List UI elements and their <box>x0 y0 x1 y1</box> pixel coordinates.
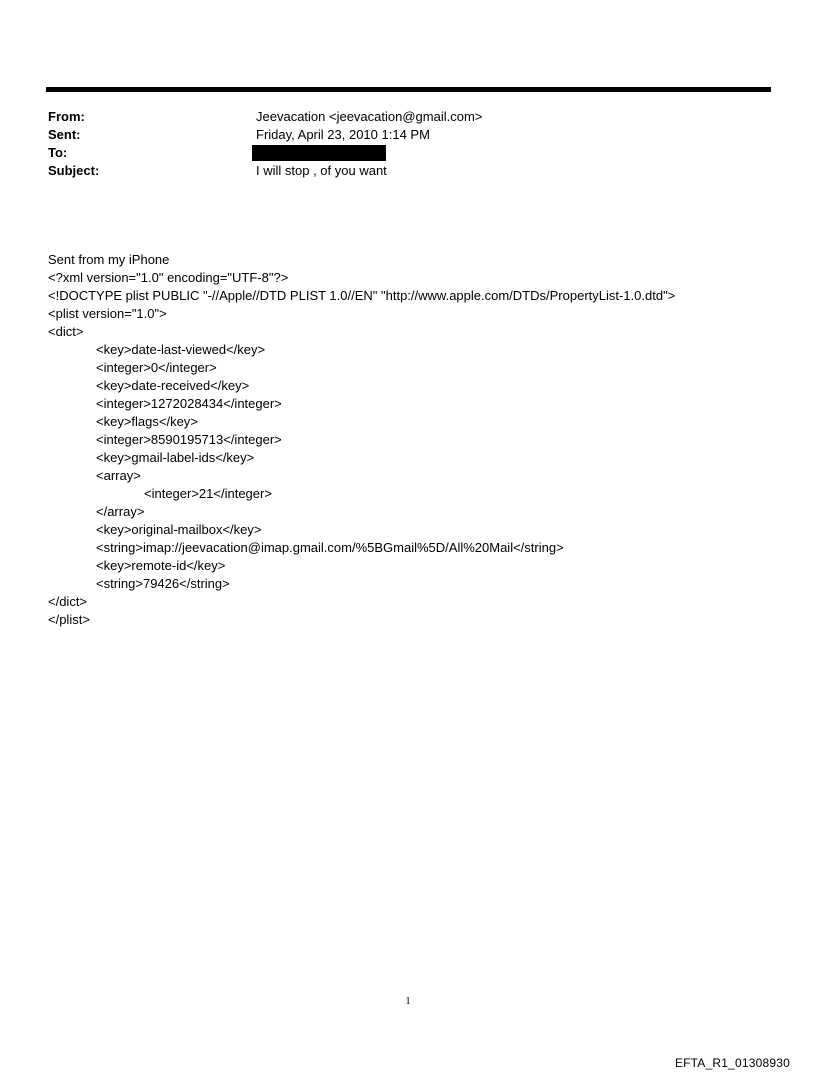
body-line: Sent from my iPhone <box>48 252 170 267</box>
body-line: <!DOCTYPE plist PUBLIC "-//Apple//DTD PLIST 1.0//EN" "http://www.apple.com/DTDs/PropertyList-1.0.dtd"> <box>48 288 676 303</box>
subject-value: I will stop , of you want <box>256 163 387 178</box>
body-line: <string>imap://jeevacation@imap.gmail.com/%5BGmail%5D/All%20Mail</string> <box>96 540 564 555</box>
page-number: 1 <box>405 995 411 1007</box>
subject-row <box>48 162 768 180</box>
body-line: <key>gmail-label-ids</key> <box>96 450 255 465</box>
body-line: <string>79426</string> <box>96 576 230 591</box>
body-line: <key>date-last-viewed</key> <box>96 342 266 357</box>
email-body <box>48 251 768 629</box>
body-line: <plist version="1.0"> <box>48 306 167 321</box>
body-line: <key>flags</key> <box>96 414 198 429</box>
body-line: </dict> <box>48 594 88 609</box>
sent-row <box>48 126 768 144</box>
body-line: <integer>0</integer> <box>96 360 217 375</box>
body-line: <integer>1272028434</integer> <box>96 396 282 411</box>
redaction-box <box>252 145 386 161</box>
body-line: <key>remote-id</key> <box>96 558 226 573</box>
email-header <box>48 108 768 180</box>
sent-value: Friday, April 23, 2010 1:14 PM <box>256 127 430 142</box>
header-divider <box>46 87 771 92</box>
body-line: <integer>21</integer> <box>144 486 272 501</box>
body-line: <key>date-received</key> <box>96 378 250 393</box>
to-label: To: <box>48 145 68 160</box>
from-row <box>48 108 768 126</box>
from-value: Jeevacation <jeevacation@gmail.com> <box>256 109 483 124</box>
body-line: <?xml version="1.0" encoding="UTF-8"?> <box>48 270 289 285</box>
subject-label: Subject: <box>48 163 100 178</box>
to-row <box>48 144 768 162</box>
document-id: EFTA_R1_01308930 <box>674 1056 790 1070</box>
body-line: </plist> <box>48 612 90 627</box>
sent-label: Sent: <box>48 127 81 142</box>
from-label: From: <box>48 109 85 124</box>
body-line: <key>original-mailbox</key> <box>96 522 262 537</box>
body-line: </array> <box>96 504 145 519</box>
body-line: <dict> <box>48 324 84 339</box>
body-line: <integer>8590195713</integer> <box>96 432 282 447</box>
body-line: <array> <box>96 468 141 483</box>
